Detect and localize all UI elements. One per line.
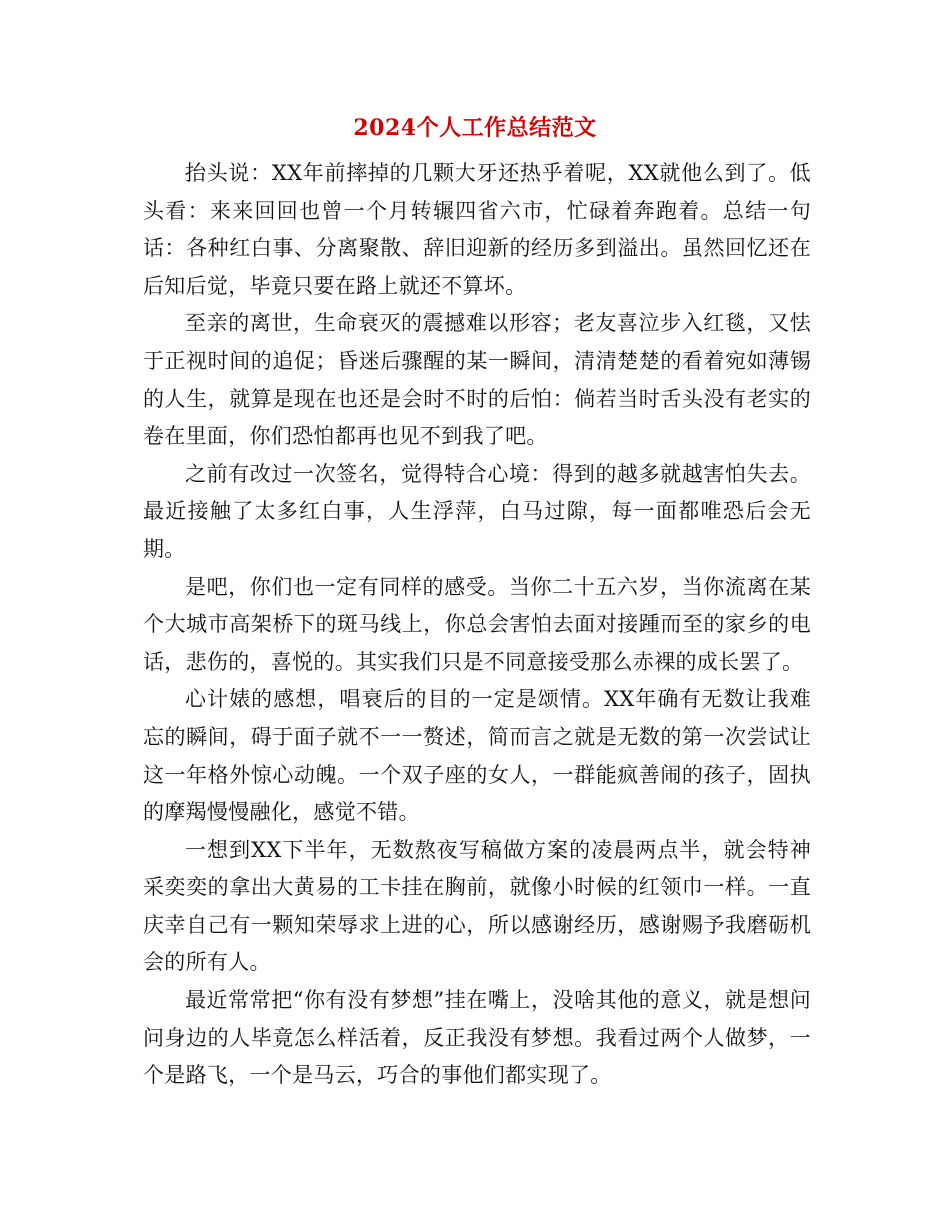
paragraph: 一想到XX下半年，无数熬夜写稿做方案的凌晨两点半，就会特神采奕奕的拿出大黄易的工卡挂在胸前，就像小时候的红领巾一样。一直庆幸自己有一颗知荣辱求上进的心，所以感谢经历，感谢赐予我磨砺机会的所有人。 [143, 837, 811, 975]
paragraph: 之前有改过一次签名，觉得特合心境：得到的越多就越害怕失去。最近接触了太多红白事，人生浮萍，白马过隙，每一面都唯恐后会无期。 [143, 461, 811, 561]
paragraph: 最近常常把“你有没有梦想”挂在嘴上，没啥其他的意义，就是想问问身边的人毕竟怎么样活着，反正我没有梦想。我看过两个人做梦，一个是路飞，一个是马云，巧合的事他们都实现了。 [143, 988, 811, 1088]
paragraph: 是吧，你们也一定有同样的感受。当你二十五六岁，当你流离在某个大城市高架桥下的斑马线上，你总会害怕去面对接踵而至的家乡的电话，悲伤的，喜悦的。其实我们只是不同意接受那么赤裸的成长罢了。 [143, 574, 811, 674]
paragraph: 至亲的离世，生命衰灭的震撼难以形容；老友喜泣步入红毯，又怯于正视时间的追促；昏迷后骤醒的某一瞬间，清清楚楚的看着宛如薄锡的人生，就算是现在也还是会时不时的后怕：倘若当时舌头没有老实的卷在里面，你们恐怕都再也见不到我了吧。 [143, 311, 811, 449]
paragraph: 抬头说：XX年前摔掉的几颗大牙还热乎着呢，XX就他么到了。低头看：来来回回也曾一个月转辗四省六市，忙碌着奔跑着。总结一句话：各种红白事、分离聚散、辞旧迎新的经历多到溢出。虽然回忆还在后知后觉，毕竟只要在路上就还不算坏。 [143, 161, 811, 298]
document-body [143, 155, 811, 1095]
paragraph: 心计婊的感想，唱衰后的目的一定是颂情。XX年确有无数让我难忘的瞬间，碍于面子就不一一赘述，简而言之就是无数的第一次尝试让这一年格外惊心动魄。一个双子座的女人，一群能疯善闹的孩子，固执的摩羯慢慢融化，感觉不错。 [143, 687, 811, 825]
document-title: 2024个人工作总结范文 [353, 115, 597, 141]
